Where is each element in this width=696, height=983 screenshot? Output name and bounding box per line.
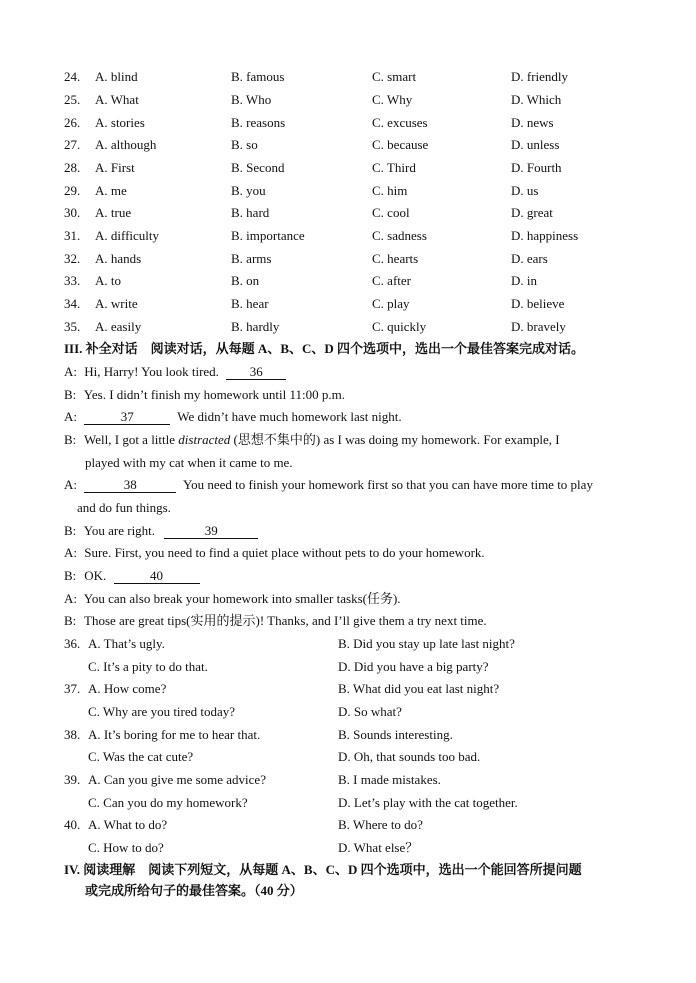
question-number: 24. — [64, 69, 81, 84]
option-row — [64, 814, 624, 836]
option-b: B. hear — [231, 296, 269, 311]
speaker: A: — [64, 364, 77, 379]
option-d: D. us — [511, 183, 539, 198]
option-b: B. arms — [231, 251, 272, 266]
question-number: 40. — [64, 817, 81, 832]
option-right: B. Where to do? — [338, 817, 423, 832]
dialogue-text: (思想不集中的) as I was doing my homework. For example, I — [233, 432, 560, 447]
option-b: B. reasons — [231, 115, 286, 130]
option-a: A. to — [95, 273, 121, 288]
option-left: A. It’s boring for me to hear that. — [88, 727, 261, 742]
option-row — [64, 678, 624, 700]
option-a: A. me — [95, 183, 127, 198]
answer-blank[interactable]: 39 — [164, 523, 258, 539]
option-right: B. Sounds interesting. — [338, 727, 453, 742]
dialogue-line — [64, 565, 632, 587]
option-c: C. cool — [372, 205, 410, 220]
option-a: A. stories — [95, 115, 145, 130]
option-row — [64, 746, 624, 768]
dialogue-text: Hi, Harry! You look tired. — [84, 364, 219, 379]
option-c: C. hearts — [372, 251, 419, 266]
dialogue-line — [64, 588, 632, 610]
question-number: 31. — [64, 228, 81, 243]
dialogue-text: Well, I got a little — [84, 432, 176, 447]
option-b: B. on — [231, 273, 260, 288]
option-right: D. Oh, that sounds too bad. — [338, 749, 481, 764]
dialogue-line-continued — [64, 497, 632, 519]
dialogue-line — [64, 406, 632, 428]
answer-blank[interactable]: 36 — [226, 364, 286, 380]
option-c: C. him — [372, 183, 408, 198]
dialogue-text: played with my cat when it came to me. — [85, 455, 293, 470]
option-c: C. quickly — [372, 319, 427, 334]
option-a: A. First — [95, 160, 135, 175]
option-left: C. Was the cat cute? — [88, 749, 194, 764]
option-left: A. How come? — [88, 681, 167, 696]
speaker: B: — [64, 432, 77, 447]
option-c: C. play — [372, 296, 410, 311]
option-d: D. Fourth — [511, 160, 562, 175]
dialogue-text: You need to finish your homework first so that you can have more time to play — [183, 477, 593, 492]
option-left: C. How to do? — [88, 840, 164, 855]
question-number: 25. — [64, 92, 81, 107]
question-number: 37. — [64, 681, 81, 696]
dialogue-text: Yes. I didn’t finish my homework until 11:00 p.m. — [83, 387, 345, 402]
option-left: A. What to do? — [88, 817, 168, 832]
option-a: A. easily — [95, 319, 142, 334]
option-left: A. Can you give me some advice? — [88, 772, 266, 787]
question-number: 26. — [64, 115, 81, 130]
dialogue-line — [64, 361, 632, 383]
dialogue-text: and do fun things. — [77, 500, 171, 515]
question-number: 39. — [64, 772, 81, 787]
question-number: 30. — [64, 205, 81, 220]
option-b: B. hardly — [231, 319, 280, 334]
option-right: B. I made mistakes. — [338, 772, 441, 787]
speaker: B: — [64, 568, 77, 583]
option-c: C. excuses — [372, 115, 428, 130]
dialogue-line-continued — [64, 452, 632, 474]
question-number: 35. — [64, 319, 81, 334]
option-a: A. true — [95, 205, 132, 220]
question-number: 36. — [64, 636, 81, 651]
option-row — [64, 724, 624, 746]
answer-blank[interactable]: 37 — [84, 409, 170, 425]
section-heading-dialogue: III. 补全对话 阅读对话，从每题 A、B、C、D 四个选项中，选出一个最佳答案完成对话。 — [64, 341, 585, 356]
question-number: 28. — [64, 160, 81, 175]
option-a: A. write — [95, 296, 138, 311]
option-c: C. smart — [372, 69, 417, 84]
section-heading-line: IV. 阅读理解 阅读下列短文，从每题 A、B、C、D 四个选项中，选出一个能回答所提问题 — [64, 862, 582, 877]
option-d: D. news — [511, 115, 554, 130]
option-row — [64, 792, 624, 814]
dialogue-line — [64, 429, 632, 451]
option-right: B. Did you stay up late last night? — [338, 636, 515, 651]
question-number: 27. — [64, 137, 81, 152]
answer-blank[interactable]: 38 — [84, 477, 176, 493]
option-b: B. you — [231, 183, 266, 198]
speaker: B: — [64, 523, 77, 538]
option-row — [64, 837, 624, 859]
option-row — [64, 769, 624, 791]
emphasis-word: distracted — [178, 432, 231, 447]
option-c: C. after — [372, 273, 411, 288]
dialogue-text: You can also break your homework into smaller tasks(任务). — [83, 591, 401, 606]
answer-blank[interactable]: 40 — [114, 568, 200, 584]
option-right: D. Did you have a big party? — [338, 659, 489, 674]
option-a: A. difficulty — [95, 228, 160, 243]
option-d: D. in — [511, 273, 537, 288]
option-left: C. Why are you tired today? — [88, 704, 236, 719]
option-d: D. believe — [511, 296, 565, 311]
option-d: D. Which — [511, 92, 562, 107]
question-number: 32. — [64, 251, 81, 266]
dialogue-text: OK. — [84, 568, 107, 583]
question-number: 29. — [64, 183, 81, 198]
dialogue-line — [64, 474, 632, 496]
option-row — [64, 701, 624, 723]
speaker: A: — [64, 409, 77, 424]
dialogue-line — [64, 384, 632, 406]
option-a: A. blind — [95, 69, 138, 84]
dialogue-line — [64, 520, 632, 542]
option-a: A. What — [95, 92, 139, 107]
dialogue-text: Those are great tips(实用的提示)! Thanks, and I’ll give them a try next time. — [84, 613, 487, 628]
speaker: A: — [64, 477, 77, 492]
option-right: D. What else？ — [338, 840, 419, 855]
option-d: D. happiness — [511, 228, 579, 243]
option-b: B. Who — [231, 92, 272, 107]
question-number: 38. — [64, 727, 81, 742]
option-c: C. because — [372, 137, 429, 152]
question-number: 34. — [64, 296, 81, 311]
speaker: B: — [64, 387, 77, 402]
section-heading-line: 或完成所给句子的最佳答案。（40 分） — [85, 883, 303, 898]
section-heading-reading — [64, 859, 636, 901]
dialogue-text: You are right. — [83, 523, 156, 538]
option-left: C. It’s a pity to do that. — [88, 659, 208, 674]
option-a: A. although — [95, 137, 157, 152]
dialogue-line — [64, 542, 632, 564]
option-left: C. Can you do my homework? — [88, 795, 248, 810]
dialogue-text: We didn’t have much homework last night. — [177, 409, 402, 424]
option-d: D. bravely — [511, 319, 566, 334]
option-b: B. Second — [231, 160, 285, 175]
option-b: B. so — [231, 137, 258, 152]
option-left: A. That’s ugly. — [88, 636, 165, 651]
option-b: B. hard — [231, 205, 270, 220]
option-row — [64, 633, 624, 655]
dialogue-text: Sure. First, you need to find a quiet place without pets to do your homework. — [84, 545, 485, 560]
option-right: D. Let’s play with the cat together. — [338, 795, 518, 810]
option-d: D. friendly — [511, 69, 569, 84]
speaker: B: — [64, 613, 77, 628]
option-c: C. Why — [372, 92, 413, 107]
option-d: D. great — [511, 205, 553, 220]
speaker: A: — [64, 545, 77, 560]
option-b: B. importance — [231, 228, 305, 243]
option-a: A. hands — [95, 251, 142, 266]
option-right: D. So what? — [338, 704, 402, 719]
option-row — [64, 656, 624, 678]
option-c: C. Third — [372, 160, 416, 175]
question-number: 33. — [64, 273, 81, 288]
option-c: C. sadness — [372, 228, 427, 243]
dialogue-line — [64, 610, 632, 632]
option-b: B. famous — [231, 69, 285, 84]
speaker: A: — [64, 591, 77, 606]
option-d: D. unless — [511, 137, 560, 152]
option-d: D. ears — [511, 251, 548, 266]
option-right: B. What did you eat last night? — [338, 681, 500, 696]
